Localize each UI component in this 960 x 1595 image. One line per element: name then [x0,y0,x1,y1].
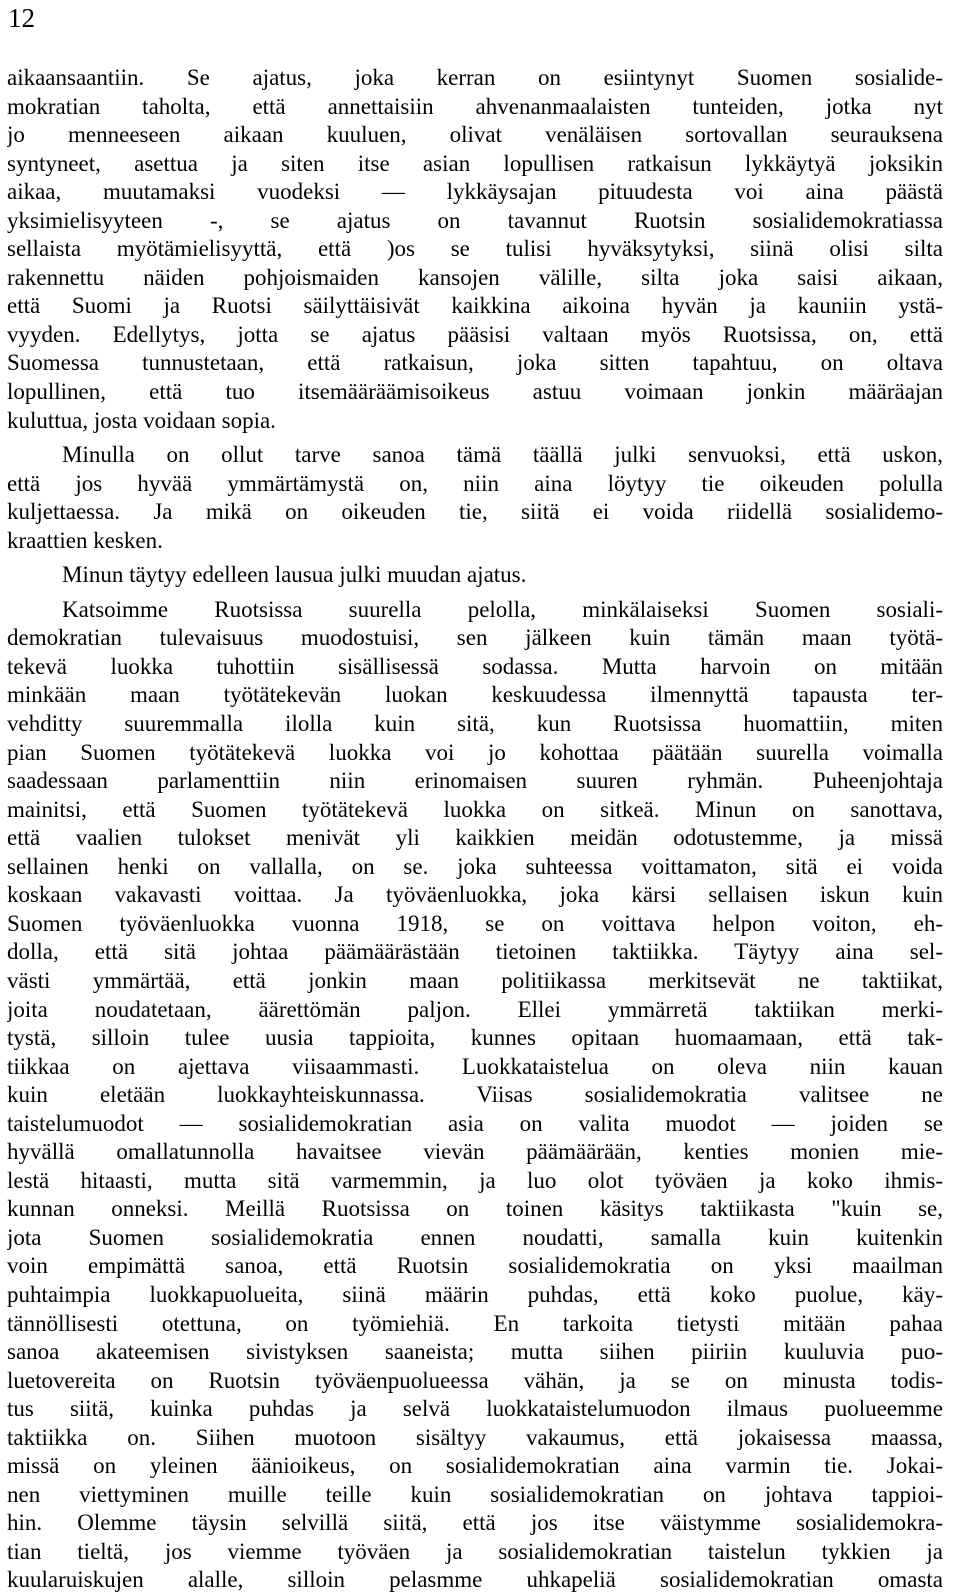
text-line: tekevä luokka tuhottiin sisällisessä sodassa. Mutta harvoin on mitään [7,653,943,679]
text-line: rakennettu näiden pohjoismaiden kansojen välille, silta joka saisi aikaan, [7,264,943,290]
paragraph [7,64,943,435]
text-line: missä on yleinen äänioikeus, on sosialidemokratian aina varmin tie. Jokai- [7,1453,943,1479]
text-line: jota Suomen sosialidemokratia ennen noudatti, samalla kuin kuitenkin [7,1224,943,1250]
text-line: sellainen henki on vallalla, on se. joka suhteessa voittamaton, sitä ei voida [7,853,943,879]
text-line: lopullinen, että tuo itsemääräämisoikeus astuu voimaan jonkin määräajan [7,379,943,405]
text-line: vyyden. Edellytys, jotta se ajatus pääsisi valtaan myös Ruotsissa, on, että [7,321,943,347]
text-line: kunnan onneksi. Meillä Ruotsissa on toinen käsitys taktiikasta "kuin se, [7,1196,943,1222]
text-line: saadessaan parlamenttiin niin erinomaisen suuren ryhmän. Puheenjohtaja [7,768,943,794]
body-text [7,64,943,1595]
text-line: tus siitä, kuinka puhdas ja selvä luokkataistelumuodon ilmaus puolueemme [7,1396,943,1422]
text-line: Minun täytyy edelleen lausua julki muudan ajatus. [62,562,527,588]
text-line: kuluttua, josta voidaan sopia. [7,407,276,433]
text-line: että Suomi ja Ruotsi säilyttäisivät kaikkina aikoina hyvän ja kauniin ystä- [7,293,943,319]
text-line: koskaan vakavasti voittaa. Ja työväenluokka, joka kärsi sellaisen iskun kuin [7,882,943,908]
text-line: kuin eletään luokkayhteiskunnassa. Viisas sosialidemokratia valitsee ne [7,1082,943,1108]
text-line: että jos hyvää ymmärtämystä on, niin aina löytyy tie oikeuden polulla [7,470,943,496]
text-line: puhtaimpia luokkapuolueita, siinä määrin puhdas, että koko puolue, käy- [7,1281,943,1307]
text-line: kuljettaessa. Ja mikä on oikeuden tie, siitä ei voida riidellä sosialidemo- [7,499,943,525]
text-line: dolla, että sitä johtaa päämäärästään tietoinen taktiikka. Täytyy aina sel- [7,939,943,965]
text-line: taistelumuodot — sosialidemokratian asia on valita muodot — joiden se [7,1110,943,1136]
text-line: aikaansaantiin. Se ajatus, joka kerran on esiintynyt Suomen sosialide- [7,65,943,90]
text-line: kraattien kesken. [7,527,163,553]
text-line: hin. Olemme täysin selvillä siitä, että jos itse väistymme sosialidemokra- [7,1510,943,1536]
text-line: sellaista myötämielisyyttä, että )os se tulisi hyväksytyksi, siinä olisi silta [7,236,943,262]
text-line: aikaa, muutamaksi vuodeksi — lykkäysajan pituudesta voi aina päästä [7,179,943,205]
page-number: 12 [8,3,35,33]
text-line: tännöllisesti otettuna, on työmiehiä. En tarkoita tietysti mitään pahaa [7,1310,943,1336]
paragraph [7,596,943,1595]
text-line: yksimielisyyteen -, se ajatus on tavannut Ruotsin sosialidemokratiassa [7,207,943,233]
text-line: Suomessa tunnustetaan, että ratkaisun, joka sitten tapahtuu, on oltava [7,350,943,376]
text-line: tystä, silloin tulee uusia tappioita, kunnes opitaan huomaamaan, että tak- [7,1025,943,1051]
text-line: hyvällä omallatunnolla havaitsee vievän päämäärään, kenties monien mie- [7,1139,943,1165]
text-line: pian Suomen työtätekevä luokka voi jo kohottaa päätään suurella voimalla [7,739,943,765]
text-line: voin empimättä sanoa, että Ruotsin sosialidemokratia on yksi maailman [7,1253,943,1279]
text-line: lestä hitaasti, mutta sitä varmemmin, ja luo olot työväen ja koko ihmis- [7,1167,943,1193]
paragraph [7,441,943,555]
text-line: että vaalien tulokset menivät yli kaikkien meidän odotustemme, ja missä [7,825,943,851]
text-line: Suomen työväenluokka vuonna 1918, se on voittava helpon voiton, eh- [7,910,943,936]
text-line: taktiikka on. Siihen muotoon sisältyy vakaumus, että jokaisessa maassa, [7,1424,943,1450]
text-line: Katsoimme Ruotsissa suurella pelolla, minkälaiseksi Suomen sosiali- [62,596,943,622]
text-line: västi ymmärtää, että jonkin maan politiikassa merkitsevät ne taktiikat, [7,967,943,993]
text-line: vehditty suuremmalla ilolla kuin sitä, kun Ruotsissa huomattiin, miten [7,711,943,737]
text-line: Minulla on ollut tarve sanoa tämä täällä julki senvuoksi, että uskon, [62,442,943,468]
text-line: mainitsi, että Suomen työtätekevä luokka on sitkeä. Minun on sanottava, [7,796,943,822]
text-line: nen viettyminen muille teille kuin sosialidemokratian on johtava tappioi- [7,1481,943,1507]
text-line: mokratian taholta, että annettaisiin ahvenanmaalaisten tunteiden, jotka nyt [7,93,943,119]
text-line: demokratian tulevaisuus muodostuisi, sen jälkeen kuin tämän maan työtä- [7,625,943,651]
text-line: luetovereita on Ruotsin työväenpuolueessa vähän, ja se on minusta todis- [7,1367,943,1393]
text-line: tiikkaa on ajettava viisaammasti. Luokkataistelua on oleva niin kauan [7,1053,943,1079]
paragraph [7,561,943,590]
text-line: jo menneeseen aikaan kuuluen, olivat venäläisen sortovallan seurauksena [7,122,943,148]
text-line: syntyneet, asettua ja siten itse asian lopullisen ratkaisun lykkäytyä joksikin [7,150,943,176]
text-line: joita noudatetaan, äärettömän paljon. Ellei ymmärretä taktiikan merki- [7,996,943,1022]
text-line: sanoa akateemisen sivistyksen saaneista; mutta siihen piiriin kuuluvia puo- [7,1339,943,1365]
text-line: minkään maan työtätekevän luokan keskuudessa ilmennyttä tapausta ter- [7,682,943,708]
text-line: kuularuiskujen alalle, silloin pelasmme uhkapeliä sosialidemokratian omasta [7,1567,943,1593]
text-line: tian tieltä, jos viemme työväen ja sosialidemokratian taistelun tykkien ja [7,1538,943,1564]
